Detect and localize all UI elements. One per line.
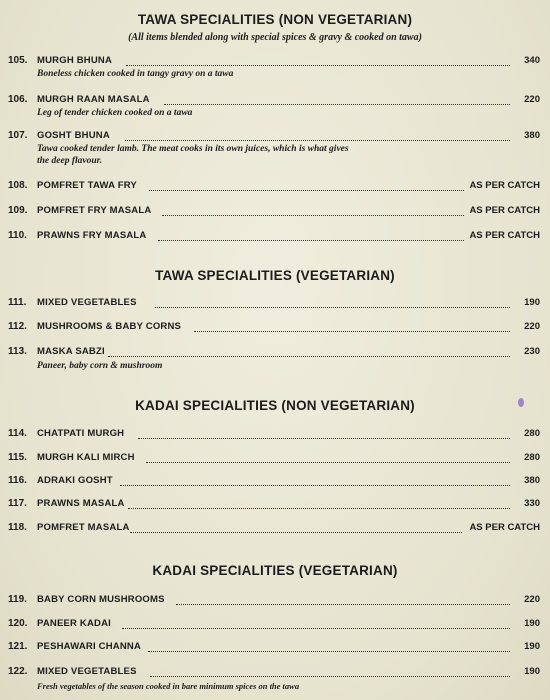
item-name: MURGH BHUNA [37,55,113,66]
dotted-leader [158,240,464,241]
menu-item [0,452,550,468]
menu-item [0,641,550,657]
item-number: 122. [8,666,28,677]
item-price: AS PER CATCH [469,522,540,533]
section-note: (All items blended along with special spices & gravy & cooked on tawa) [128,32,422,43]
item-price: 280 [524,428,540,439]
item-price: 380 [524,130,540,141]
menu-item [0,666,550,682]
item-number: 119. [8,594,27,605]
item-number: 105. [8,55,28,66]
dotted-leader [120,485,510,486]
menu-item [0,205,550,221]
item-description: the deep flavour. [37,156,103,166]
item-price: 220 [524,594,540,605]
item-price: 190 [524,297,540,308]
item-name: PRAWNS MASALA [37,498,125,509]
item-number: 107. [8,130,28,141]
item-name: PRAWNS FRY MASALA [37,230,147,241]
item-number: 120. [8,618,28,629]
item-name: BABY CORN MUSHROOMS [37,594,165,605]
item-price: 380 [524,475,540,486]
item-number: 118. [8,522,27,533]
item-number: 109. [8,205,28,216]
item-name: MASKA SABZI [37,346,105,357]
dotted-leader [125,140,510,141]
item-name: POMFRET MASALA [37,522,130,533]
item-name: MURGH KALI MIRCH [37,452,135,463]
dotted-leader [155,307,510,308]
item-price: 190 [524,618,540,629]
item-name: MIXED VEGETABLES [37,666,137,677]
ink-speck [518,398,524,407]
dotted-leader [130,532,462,533]
menu-item [0,618,550,634]
item-description: Fresh vegetables of the season cooked in bare minimum spices on the tawa [37,681,300,691]
item-number: 106. [8,94,28,105]
dotted-leader [108,356,510,357]
item-name: MUSHROOMS & BABY CORNS [37,321,182,332]
item-price: 220 [524,321,540,332]
section-title: TAWA SPECIALITIES (VEGETARIAN) [155,268,395,283]
item-name: CHATPATI MURGH [37,428,125,439]
item-number: 113. [8,346,27,357]
dotted-leader [146,462,510,463]
item-number: 121. [8,641,28,652]
item-number: 108. [8,180,28,191]
item-price: 280 [524,452,540,463]
dotted-leader [194,331,510,332]
dotted-leader [126,65,510,66]
menu-item [0,428,550,444]
item-number: 114. [8,428,27,439]
item-description: Leg of tender chicken cooked on a tawa [37,108,193,118]
item-price: 330 [524,498,540,509]
menu-item [0,475,550,491]
item-description: Boneless chicken cooked in tangy gravy on a tawa [37,69,234,79]
section-title: TAWA SPECIALITIES (NON VEGETARIAN) [137,12,413,27]
dotted-leader [164,104,510,105]
item-name: POMFRET TAWA FRY [37,180,137,191]
item-number: 117. [8,498,27,509]
menu-item [0,594,550,610]
dotted-leader [176,604,510,605]
dotted-leader [162,215,464,216]
dotted-leader [148,651,510,652]
menu-item [0,297,550,313]
dotted-leader [138,438,510,439]
item-price: 230 [524,346,540,357]
item-number: 111. [8,297,27,308]
item-number: 112. [8,321,27,332]
dotted-leader [128,508,510,509]
item-name: POMFRET FRY MASALA [37,205,152,216]
dotted-leader [150,676,510,677]
dotted-leader [149,190,464,191]
item-price: AS PER CATCH [469,180,540,191]
item-name: PANEER KADAI [37,618,112,629]
menu-item [0,321,550,337]
item-price: 190 [524,641,540,652]
item-price: 340 [524,55,540,66]
menu-item [0,498,550,514]
item-number: 110. [8,230,27,241]
menu-item [0,230,550,246]
dotted-leader [122,628,510,629]
item-name: MURGH RAAN MASALA [37,94,150,105]
item-price: 190 [524,666,540,677]
item-price: AS PER CATCH [469,230,540,241]
section-title: KADAI SPECIALITIES (VEGETARIAN) [152,563,398,578]
menu-item [0,522,550,538]
section-title: KADAI SPECIALITIES (NON VEGETARIAN) [135,398,415,413]
item-description: Tawa cooked tender lamb. The meat cooks in its own juices, which is what gives [37,144,349,154]
item-price: 220 [524,94,540,105]
item-name: PESHAWARI CHANNA [37,641,142,652]
item-price: AS PER CATCH [469,205,540,216]
item-number: 116. [8,475,27,486]
item-description: Paneer, baby corn & mushroom [37,361,163,371]
menu-item [0,180,550,196]
item-name: MIXED VEGETABLES [37,297,137,308]
item-name: ADRAKI GOSHT [37,475,113,486]
item-number: 115. [8,452,27,463]
menu-item [0,346,550,362]
item-name: GOSHT BHUNA [37,130,110,141]
